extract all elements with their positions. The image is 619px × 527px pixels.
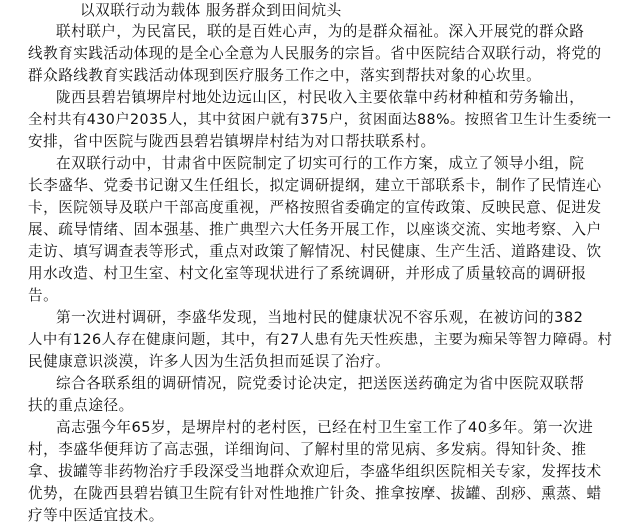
paragraph-line: 第一次进村调研，李盛华发现，当地村民的健康状况不容乐观，在被访问的382 — [56, 309, 584, 326]
paragraph-line: 高志强今年65岁，是堺岸村的老村医，已经在村卫生室工作了40多年。第一次进 — [56, 419, 594, 436]
paragraph-line: 群众路线教育实践活动体现到医疗服务工作之中，落实到帮扶对象的心坎里。 — [28, 67, 542, 84]
paragraph-line: 安排，省中医院与陇西县碧岩镇堺岸村结为对口帮扶联系村。 — [28, 133, 436, 150]
paragraph-line: 长李盛华、党委书记谢又生任组长，拟定调研提纲，建立干部联系卡，制作了民情连心 — [28, 177, 602, 194]
paragraph-line: 陇西县碧岩镇堺岸村地处边远山区，村民收入主要依靠中药材种植和劳务输出， — [56, 89, 585, 106]
paragraph-line: 人中有126人存在健康问题，其中，有27人患有先天性疾患，主要为痴呆等智力障碍。村 — [28, 332, 613, 348]
paragraph-line: 扶的重点途径。 — [28, 397, 134, 414]
paragraph-line: 在双联行动中，甘肃省中医院制定了切实可行的工作方案，成立了领导小组，院 — [56, 155, 585, 172]
paragraph-line: 村，李盛华便拜访了高志强，详细询问、了解村里的常见病、多发病。得知针灸、推 — [28, 441, 587, 458]
paragraph-line: 告。 — [28, 287, 59, 304]
paragraph-line: 疗等中医适宜技术。 — [28, 507, 164, 524]
article-heading: 以双联行动为载体 服务群众到田间炕头 — [80, 2, 342, 19]
paragraph-line: 用水改造、村卫生室、村文化室等现状进行了系统调研，并形成了质量较高的调研报 — [28, 265, 587, 282]
paragraph-line: 线教育实践活动体现的是全心全意为人民服务的宗旨。省中医院结合双联行动，将党的 — [28, 45, 602, 62]
paragraph-line: 展、疏导情绪、固本强基、推广典型六大任务开展工作，以座谈交流、实地考察、入户 — [28, 221, 602, 238]
paragraph-line: 民健康意识淡漠，许多人因为生活负担而延误了治疗。 — [28, 353, 391, 370]
paragraph-line: 拿、拔罐等非药物治疗手段深受当地群众欢迎后，李盛华组织医院相关专家，发挥技术 — [28, 463, 602, 480]
paragraph-line: 走访、填写调查表等形式，重点对政策了解情况、村民健康、生产生活、道路建设、饮 — [28, 243, 602, 260]
paragraph-line: 优势，在陇西县碧岩镇卫生院有针对性地推广针灸、推拿按摩、拔罐、刮痧、熏蒸、蜡 — [28, 485, 602, 502]
paragraph-line: 全村共有430户2035人，其中贫困户就有375户，贫困面达88%。按照省卫生计生委统一 — [28, 112, 612, 128]
paragraph-line: 卡，医院领导及联户干部高度重视，严格按照省委确定的宣传政策、反映民意、促进发 — [28, 199, 602, 216]
paragraph-line: 联村联户，为民富民，联的是百姓心声，为的是群众福祉。深入开展党的群众路 — [56, 23, 585, 40]
paragraph-line: 综合各联系组的调研情况，院党委讨论决定，把送医送药确定为省中医院双联帮 — [56, 375, 585, 392]
